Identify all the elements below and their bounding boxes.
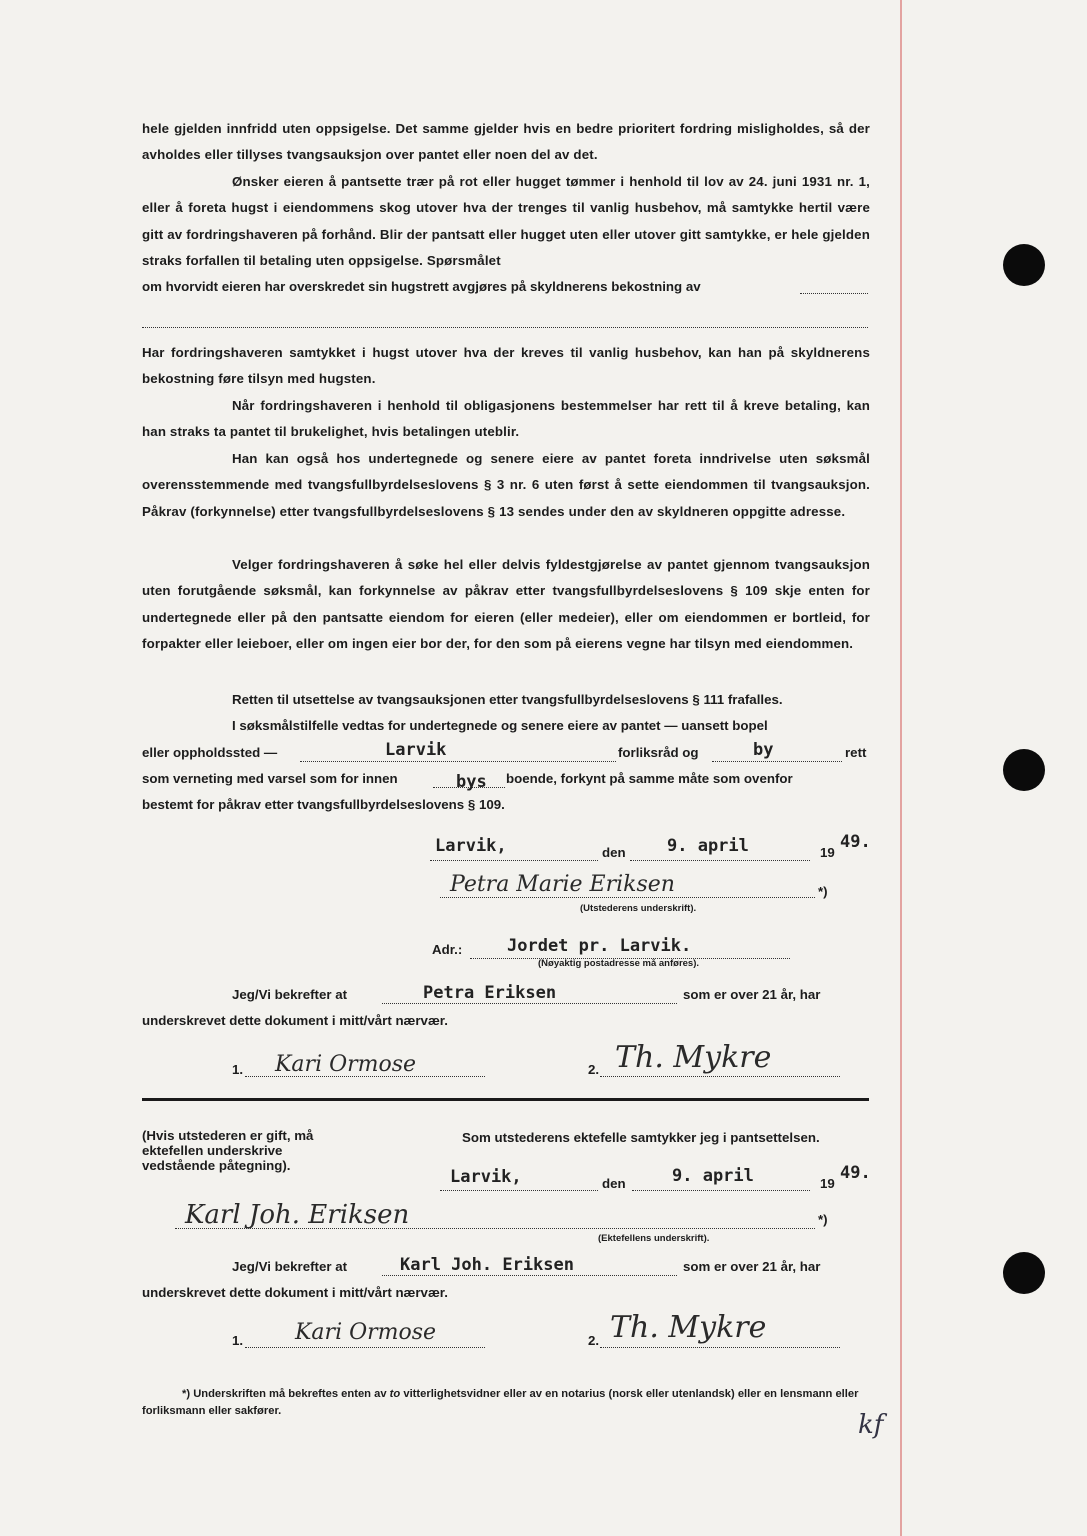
footnote: [142, 1386, 870, 1420]
venue-place: Larvik: [385, 740, 447, 760]
issuer-witness-1: Kari Ormose: [275, 1052, 417, 1077]
address-label: Adr.:: [432, 942, 463, 957]
punch-hole: [1003, 244, 1045, 286]
issuer-signature-caption: (Utstederens underskrift).: [580, 903, 697, 914]
paragraph-7: Retten til utsettelse av tvangsauksjonen etter tvangsfullbyrdelseslovens § 111 frafalles.: [232, 692, 783, 707]
paragraph-2-last-line: om hvorvidt eieren har overskredet sin hugstrett avgjøres på skyldnerens bekostning av: [142, 279, 701, 294]
spouse-witness-1: Kari Ormose: [295, 1320, 437, 1345]
venue-court: by: [753, 740, 774, 760]
issuer-confirm-tail: som er over 21 år, har: [683, 987, 821, 1002]
issuer-date: 9. april: [667, 836, 749, 856]
spouse-consent: Som utstederens ektefelle samtykker jeg i pantsettelsen.: [462, 1130, 820, 1145]
issuer-signature-line: [440, 897, 815, 898]
spouse-date-line: [632, 1190, 810, 1191]
spouse-signature-caption: (Ektefellens underskrift).: [598, 1233, 710, 1244]
paragraph-8: I søksmålstilfelle vedtas for undertegnede og senere eiere av pantet — uansett bopel: [232, 718, 768, 733]
margin-line: [900, 0, 902, 1536]
issuer-confirm-line-2: underskrevet dette dokument i mitt/vårt nærvær.: [142, 1013, 448, 1028]
spouse-confirm-label: Jeg/Vi bekrefter at: [232, 1259, 348, 1274]
issuer-witness-2-line: [600, 1076, 840, 1077]
issuer-signature: Petra Marie Eriksen: [450, 872, 675, 897]
spouse-year-prefix: 19: [820, 1176, 835, 1191]
venue-end: rett: [845, 745, 867, 760]
footnote-pre: *) Underskriften må bekreftes enten av: [182, 1388, 387, 1400]
venue-line-2-end: boende, forkynt på samme måte som ovenfor: [506, 771, 793, 786]
footnote-post: vitterlighetsvidner eller av en notarius (norsk eller utenlandsk) eller en lensmann eller forliksmann eller sakfører.: [142, 1388, 859, 1417]
paragraph-5: [142, 446, 870, 525]
spouse-confirm-line: [382, 1275, 677, 1276]
section-divider: [142, 1098, 869, 1101]
venue-court-line: [712, 761, 842, 762]
punch-hole: [1003, 749, 1045, 791]
spouse-date: 9. april: [672, 1166, 754, 1186]
issuer-signature-close: *): [818, 884, 828, 899]
spouse-confirm-tail: som er over 21 år, har: [683, 1259, 821, 1274]
blank-line: [142, 327, 868, 328]
spouse-confirm-line-2: underskrevet dette dokument i mitt/vårt nærvær.: [142, 1285, 448, 1300]
address: Jordet pr. Larvik.: [507, 936, 692, 956]
bleed-through: [140, 78, 143, 89]
clerk-initials: kf: [858, 1410, 884, 1440]
issuer-witness-2: Th. Mykre: [615, 1040, 772, 1075]
paragraph-4-text: Når fordringshaveren i henhold til obligasjonens bestemmelser har rett til å kreve betaling, kan han straks ta pantet til brukelighet, hvis betalingen uteblir.: [142, 398, 870, 440]
issuer-confirm-label: Jeg/Vi bekrefter at: [232, 987, 348, 1002]
spouse-place: Larvik,: [450, 1167, 522, 1187]
blank-line: [800, 293, 868, 294]
spouse-witness-1-label: 1.: [232, 1333, 244, 1348]
paragraph-5-text: Han kan også hos undertegnede og senere eiere av pantet foreta inndrivelse uten søksmål overensstemmende med tvangsfullbyrdelseslovens § 3 nr. 6 uten først å sette eiendommen til tvangsauksjon. Påkrav (forkynnelse) etter tvangsfullbyrdelseslovens § 13 sendes under den av skyldneren oppgitte adresse.: [142, 451, 870, 519]
paragraph-1-text: hele gjelden innfridd uten oppsigelse. Det samme gjelder hvis en bedre prioritert fordring misligholdes, så der avholdes eller tillyses tvangsauksjon over pantet eller noen del av det.: [142, 121, 870, 163]
issuer-witness-1-label: 1.: [232, 1062, 244, 1077]
venue-middle: forliksråd og: [618, 745, 699, 760]
punch-hole: [1003, 1252, 1045, 1294]
paragraph-6: [142, 552, 870, 658]
venue-label: eller oppholdssted —: [142, 745, 278, 760]
spouse-witness-2-line: [600, 1347, 840, 1348]
footnote-text: [142, 1386, 870, 1420]
spouse-confirm-name: Karl Joh. Eriksen: [400, 1255, 574, 1275]
spouse-signature-close: *): [818, 1212, 828, 1227]
issuer-confirm-name: Petra Eriksen: [423, 983, 557, 1003]
paragraph-3-text: Har fordringshaveren samtykket i hugst utover hva der kreves til vanlig husbehov, kan han på skyldnerens bekostning føre tilsyn med hugsten.: [142, 345, 870, 387]
spouse-witness-2: Th. Mykre: [610, 1310, 767, 1345]
paragraph-2-text: Ønsker eieren å pantsette trær på rot eller hugget tømmer i henhold til lov av 24. juni 1931 nr. 1, eller å foreta hugst i eiendommens skog utover hva der trenges til vanlig husbehov, må samtykke hertil være gitt av fordringshaveren på forhånd. Blir der pantsatt eller hugget uten eller utover gitt samtykke, er hele gjelden straks forfallen til betaling uten oppsigelse. Spørsmålet: [142, 174, 870, 269]
issuer-den: den: [602, 845, 626, 860]
paragraph-2: [142, 169, 870, 275]
venue-line-3: bestemt for påkrav etter tvangsfullbyrdelseslovens § 109.: [142, 797, 505, 812]
footnote-two: to: [389, 1388, 401, 1400]
spouse-signature-line: [175, 1228, 815, 1229]
spouse-witness-1-line: [245, 1347, 485, 1348]
paragraph-6-text: Velger fordringshaveren å søke hel eller delvis fyldestgjørelse av pantet gjennom tvangsauksjon uten forutgående søksmål, kan forkynnelse av påkrav etter tvangsfullbyrdelseslovens § 109 skje enten for undertegnede eller på den pantsatte eiendom for eieren (eller medeier), eller om eiendommen er bortleid, for forpakter eller leieboer, eller om ingen eier bor der, for den som på eierens vegne har tilsyn med eiendommen.: [142, 557, 870, 652]
issuer-year: 49.: [840, 832, 871, 852]
issuer-place-line: [430, 860, 598, 861]
paragraph-1: [142, 116, 870, 169]
issuer-date-line: [630, 860, 810, 861]
venue-place-line: [300, 761, 616, 762]
spouse-year: 49.: [840, 1163, 871, 1183]
issuer-confirm-line: [382, 1003, 677, 1004]
issuer-year-prefix: 19: [820, 845, 835, 860]
spouse-den: den: [602, 1176, 626, 1191]
venue-bys: bys: [456, 772, 487, 792]
spouse-witness-2-label: 2.: [588, 1333, 600, 1348]
address-caption: (Nøyaktig postadresse må anføres).: [538, 958, 700, 969]
issuer-witness-2-label: 2.: [588, 1062, 600, 1077]
issuer-place: Larvik,: [435, 836, 507, 856]
issuer-witness-1-line: [245, 1076, 485, 1077]
paragraph-3: [142, 340, 870, 393]
spouse-place-line: [440, 1190, 598, 1191]
venue-line-2: som verneting med varsel som for innen: [142, 771, 398, 786]
spouse-signature: Karl Joh. Eriksen: [185, 1200, 410, 1230]
paragraph-4: [142, 393, 870, 446]
spouse-left-note: (Hvis utstederen er gift, må ektefellen underskrive vedstående påtegning).: [142, 1128, 314, 1173]
